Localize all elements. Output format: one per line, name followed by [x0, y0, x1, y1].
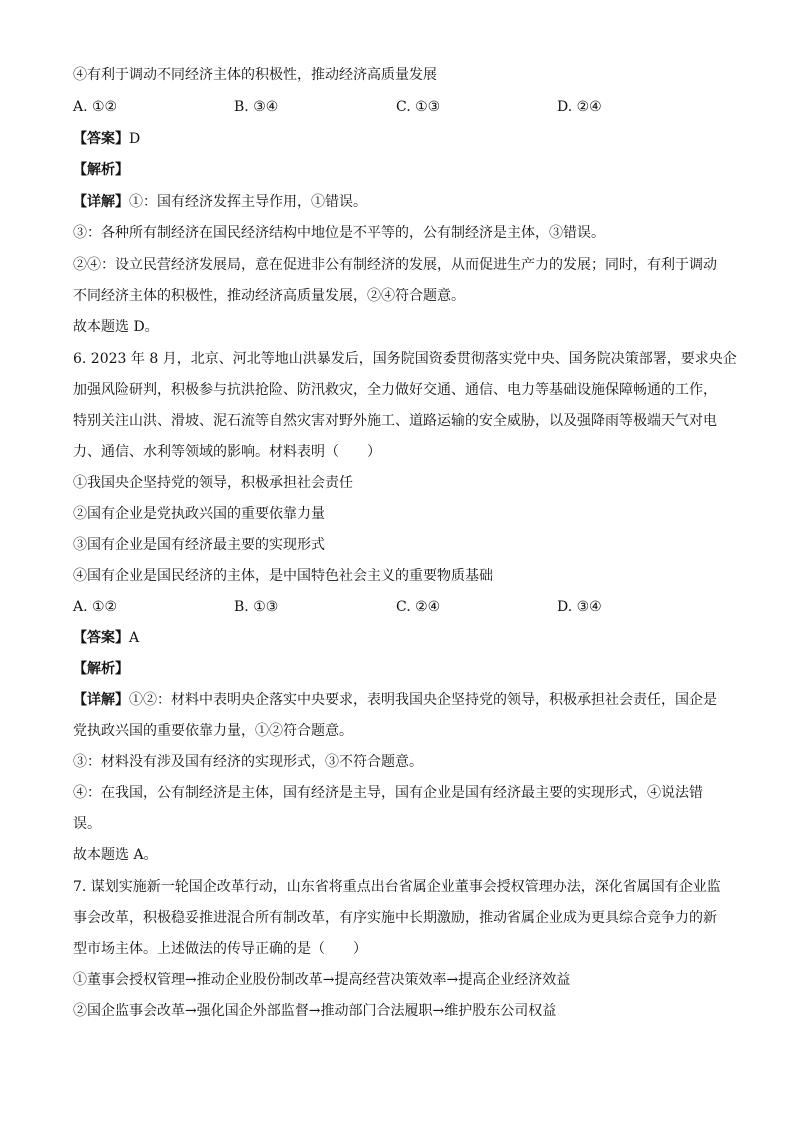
q5-analysis-label: 【解析】	[73, 162, 129, 178]
q5-choice-b: B. ③④	[234, 99, 279, 115]
q5-conclusion: 故本题选 D。	[73, 319, 159, 335]
q7-stem-2: 事会改革，积极稳妥推进混合所有制改革，有序实施中长期激励，推动省属企业成为更具综合竞争力的新	[73, 910, 717, 926]
q6-stem-4: 力、通信、水利等领域的影响。材料表明（ ）	[73, 444, 381, 460]
q6-detail-1b: 党执政兴国的重要依靠力量，①②符合题意。	[73, 723, 353, 739]
q6-item-2: ②国有企业是党执政兴国的重要依靠力量	[73, 506, 325, 522]
q5-detail-3b: 不同经济主体的积极性，推动经济高质量发展，②④符合题意。	[73, 288, 465, 304]
answer-value: D	[129, 131, 141, 147]
q7-stem-3: 型市场主体。上述做法的传导正确的是（ ）	[73, 941, 367, 957]
q6-stem-1: 6. 2023 年 8 月，北京、河北等地山洪暴发后，国务院国资委贯彻落实党中央、国务院决策部署，要求央企	[73, 351, 737, 367]
detail-label: 【详解】	[73, 194, 129, 210]
q6-choices	[73, 597, 723, 617]
q6-conclusion: 故本题选 A。	[73, 847, 158, 863]
answer-value: A	[129, 630, 140, 646]
q6-choice-a: A. ①②	[73, 599, 118, 615]
q5-detail-2: ③：各种所有制经济在国民经济结构中地位是不平等的，公有制经济是主体，③错误。	[73, 225, 605, 241]
q5-choice-d: D. ②④	[557, 99, 602, 115]
q5-detail-1	[73, 192, 367, 212]
q5-detail-3a: ②④：设立民营经济发展局，意在促进非公有制经济的发展，从而促进生产力的发展；同时，有利于调动	[73, 257, 717, 273]
q6-item-3: ③国有企业是国有经济最主要的实现形式	[73, 537, 325, 553]
q6-item-1: ①我国央企坚持党的领导，积极承担社会责任	[73, 475, 353, 491]
q6-detail-3b: 误。	[73, 816, 101, 832]
detail-text: ①②：材料中表明央企落实中央要求，表明我国央企坚持党的领导，积极承担社会责任，国企是	[129, 692, 717, 708]
answer-label: 【答案】	[73, 630, 129, 646]
detail-text: ①：国有经济发挥主导作用，①错误。	[129, 194, 367, 210]
q5-choices	[73, 97, 723, 117]
q7-item-1: ①董事会授权管理→推动企业股份制改革→提高经营决策效率→提高企业经济效益	[73, 972, 571, 988]
q5-answer	[73, 129, 140, 149]
q6-item-4: ④国有企业是国民经济的主体，是中国特色社会主义的重要物质基础	[73, 568, 493, 584]
q6-stem-3: 特别关注山洪、滑坡、泥石流等自然灾害对野外施工、道路运输的安全威胁，以及强降雨等极端天气对电	[73, 413, 717, 429]
q7-item-2: ②国企监事会改革→强化国企外部监督→推动部门合法履职→维护股东公司权益	[73, 1003, 557, 1019]
q6-stem-2: 加强风险研判，积极参与抗洪抢险、防汛救灾，全力做好交通、通信、电力等基础设施保障畅通的工作，	[73, 382, 717, 398]
answer-label: 【答案】	[73, 131, 129, 147]
q6-detail-1a	[73, 690, 717, 710]
q6-detail-2: ③：材料没有涉及国有经济的实现形式，③不符合题意。	[73, 754, 423, 770]
q6-answer	[73, 628, 139, 648]
q6-choice-c: C. ②④	[396, 599, 441, 615]
q6-analysis-label: 【解析】	[73, 661, 129, 677]
q6-choice-b: B. ①③	[234, 599, 279, 615]
detail-label: 【详解】	[73, 692, 129, 708]
q6-detail-3a: ④：在我国，公有制经济是主体，国有经济是主导，国有企业是国有经济最主要的实现形式，④说法错	[73, 785, 703, 801]
q7-stem-1: 7. 谋划实施新一轮国企改革行动，山东省将重点出台省属企业董事会授权管理办法，深化省属国有企业监	[73, 879, 721, 895]
q5-choice-c: C. ①③	[396, 99, 441, 115]
q6-choice-d: D. ③④	[557, 599, 602, 615]
q5-choice-a: A. ①②	[73, 99, 118, 115]
q5-option-item-4: ④有利于调动不同经济主体的积极性，推动经济高质量发展	[73, 67, 437, 83]
